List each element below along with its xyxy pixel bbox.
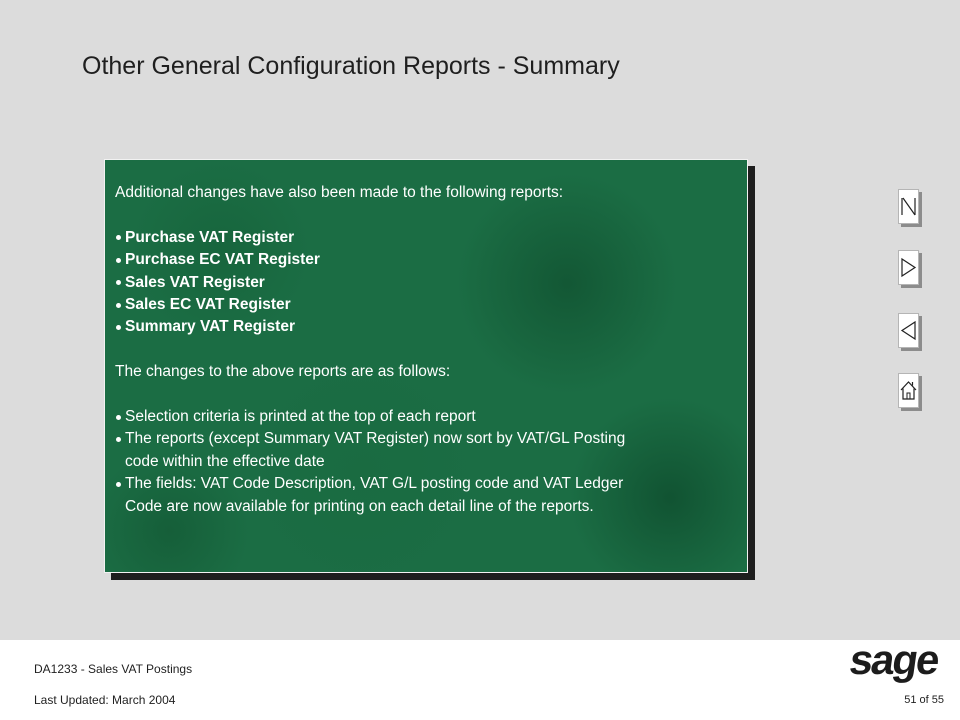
changes-heading: The changes to the above reports are as follows: bbox=[115, 363, 451, 381]
report-list bbox=[115, 227, 739, 339]
list-item: Summary VAT Register bbox=[115, 316, 739, 338]
first-icon bbox=[898, 189, 919, 224]
first-slide-button[interactable] bbox=[898, 189, 922, 227]
list-item: Sales VAT Register bbox=[115, 272, 739, 294]
list-item: Purchase EC VAT Register bbox=[115, 249, 739, 271]
sage-logo bbox=[846, 636, 942, 683]
panel-text bbox=[115, 182, 739, 518]
content-panel bbox=[104, 159, 748, 573]
intro-text: Additional changes have also been made to the following reports: bbox=[115, 184, 564, 201]
next-slide-button[interactable] bbox=[898, 250, 922, 288]
bullet-icon bbox=[116, 258, 121, 263]
last-updated-text: Last Updated: March 2004 bbox=[34, 693, 176, 707]
sage-logo-text: sage bbox=[846, 636, 942, 683]
bullet-icon bbox=[116, 235, 121, 240]
previous-slide-button[interactable] bbox=[898, 313, 922, 351]
list-item: Selection criteria is printed at the top of each report bbox=[115, 406, 739, 428]
changes-list bbox=[115, 406, 739, 518]
list-item: Sales EC VAT Register bbox=[115, 294, 739, 316]
bullet-icon bbox=[116, 437, 121, 442]
bullet-icon bbox=[116, 325, 121, 330]
page-counter: 51 of 55 bbox=[904, 694, 944, 706]
bullet-icon bbox=[116, 280, 121, 285]
list-item: The reports (except Summary VAT Register) now sort by VAT/GL Posting code within the effective date bbox=[115, 428, 739, 473]
course-code-text: DA1233 - Sales VAT Postings bbox=[34, 662, 193, 676]
bullet-icon bbox=[116, 415, 121, 420]
list-item: Purchase VAT Register bbox=[115, 227, 739, 249]
bullet-icon bbox=[116, 303, 121, 308]
bullet-icon bbox=[116, 482, 121, 487]
slide-title: Other General Configuration Reports - Summary bbox=[82, 52, 620, 80]
home-button[interactable] bbox=[898, 373, 922, 411]
next-icon bbox=[898, 250, 919, 285]
list-item: The fields: VAT Code Description, VAT G/L posting code and VAT Ledger Code are now available for printing on each detail line of the reports. bbox=[115, 473, 739, 518]
previous-icon bbox=[898, 313, 919, 348]
home-icon bbox=[898, 373, 919, 408]
